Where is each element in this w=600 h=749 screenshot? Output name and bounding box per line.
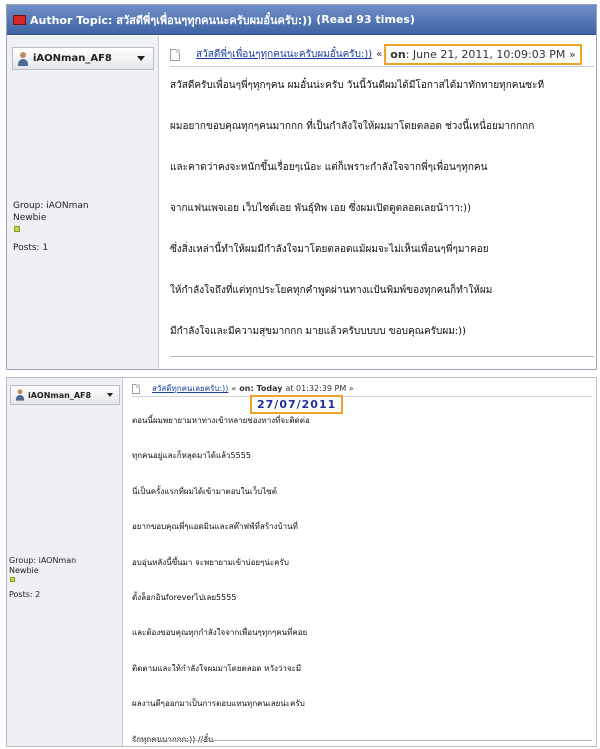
topic-read-count: (Read 93 times) — [316, 13, 415, 26]
author-posts: Posts: 1 — [13, 243, 49, 253]
chevron-down-icon[interactable] — [137, 56, 145, 61]
author-sidebar — [7, 378, 123, 746]
post-line: อบอุ่นหลังนี้ขึ้นมา จะพยายามเข้าบ่อยๆน่ะครับ — [132, 557, 289, 567]
author-dropdown[interactable] — [10, 385, 120, 405]
post-content — [124, 378, 596, 746]
date-annotation: 27/07/2011 — [250, 395, 343, 414]
author-sidebar — [7, 36, 159, 369]
divider — [170, 356, 594, 357]
post-subject-link[interactable]: สวัสดีทุกคนเลยครับ:)) — [152, 384, 229, 393]
document-icon — [170, 49, 180, 61]
author-dropdown[interactable] — [12, 47, 154, 70]
rank-star-icon — [10, 577, 15, 582]
post-line: นี่เป็นครั้งแรกที่ผมได้เข้ามาตอบในเว็บไซต์ — [132, 486, 277, 496]
post-panel-1 — [6, 4, 597, 370]
post-line: อยากขอบคุณพี่ๆแอดมินและสต๊าฟฟ์ที่สร้างบ้านที่ — [132, 522, 298, 532]
header-prefix: « — [376, 49, 383, 60]
author-info — [13, 200, 89, 254]
post-line: และคาดว่าคงจะหนักขึ้นเรื่อยๆเน้อะ แต่ก็เพราะกำลังใจจากพี่ๆเพื่อนๆทุกคน — [170, 162, 488, 173]
divider — [132, 396, 592, 397]
author-rank: Newbie — [9, 566, 39, 575]
user-icon — [15, 389, 25, 400]
post-line: ซึ่งสิ่งเหล่านี้ทำให้ผมมีกำลังใจมาโดยตลอดแม้ผมจะไม่เห็นเพื่อนๆพี่ๆมาคอย — [170, 244, 489, 255]
post-time: at 01:32:39 PM » — [285, 384, 354, 393]
post-body — [170, 78, 590, 365]
post-header — [170, 44, 582, 65]
post-line: สวัสดีครับเพื่อนๆพี่ๆทุกๆคน ผมอั๋นน่ะครับ วันนี้วันดีผมได้มีโอกาสได้มาทักทายทุกคนซะที — [170, 80, 545, 91]
post-line: มีกำลังใจและมีความสุขมากกก มายแล้วครับบบบบ ขอบคุณครับผม:)) — [170, 326, 466, 337]
rank-star-icon — [14, 226, 20, 232]
post-line: และต้องขอบคุณทุกกำลังใจจากเพื่อนๆทุกๆคนที่คอย — [132, 628, 308, 638]
author-rank: Newbie — [13, 213, 47, 223]
post-line: ผลงานดีๆออกมาเป็นการตอบแทนทุกคนเลยน่ะครับ — [132, 699, 305, 709]
post-line: จากแฟนเพจเอย เว็บไซต์เอย พันธุ์ทิพ เอย ซึ่งผมเปิดดูตลอดเลยน้าาา:)) — [170, 203, 471, 214]
post-panel-2 — [6, 377, 597, 747]
document-icon — [132, 384, 140, 394]
post-line: ผมอยากขอบคุณทุกๆคนมากกก ที่เป็นกำลังใจให้ผมมาโดยตลอด ช่วงนี้เหนื่อยมากกกก — [170, 121, 535, 132]
author-group: Group: iAONman — [13, 201, 89, 211]
divider — [170, 66, 594, 67]
post-date: : June 21, 2011, 10:09:03 PM » — [405, 48, 576, 61]
post-line: ติดตามและให้กำลังใจผมมาโดยตลอด หวังว่าจะมี — [132, 663, 302, 673]
post-date-highlight — [384, 44, 581, 65]
author-name: iAONman_AF8 — [33, 53, 112, 64]
post-content — [160, 36, 596, 369]
on-label: on: Today — [239, 384, 283, 393]
user-icon — [17, 52, 29, 66]
post-line: ตอนนี้ผมพยายามหาทางเข้าหลายช่องทางที่จะติดต่อ — [132, 416, 310, 425]
post-line: ตั้งล็อกอินforeverไปเลย5555 — [132, 592, 237, 602]
post-body — [132, 414, 572, 749]
topic-title: Author Topic: สวัสดีพี่ๆเพื่อนๆทุกคนนะครับผมอั๋นครับ:)) — [30, 13, 313, 27]
header-prefix: « — [231, 384, 237, 393]
author-name: iAONman_AF8 — [28, 390, 92, 400]
topic-icon — [13, 15, 26, 25]
post-line: ทุกคนอยู่และก็หลุดมาได้แล้ว5555 — [132, 451, 251, 461]
author-group: Group: iAONman — [9, 556, 77, 565]
chevron-down-icon[interactable] — [107, 393, 113, 397]
author-info — [9, 556, 76, 600]
post-header — [132, 382, 354, 395]
on-label: on — [390, 48, 406, 61]
divider — [132, 740, 592, 741]
post-line: ให้กำลังใจถึงที่แต่ทุกประโยคทุกคำพูดผ่านทางเเป้นพิมพ์ของทุกคนก็ทำให้ผม — [170, 285, 493, 296]
post-subject-link[interactable]: สวัสดีพี่ๆเพื่อนๆทุกคนนะครับผมอั๋นครับ:)) — [196, 49, 373, 60]
author-posts: Posts: 2 — [9, 590, 41, 599]
topic-title-bar — [7, 5, 596, 35]
